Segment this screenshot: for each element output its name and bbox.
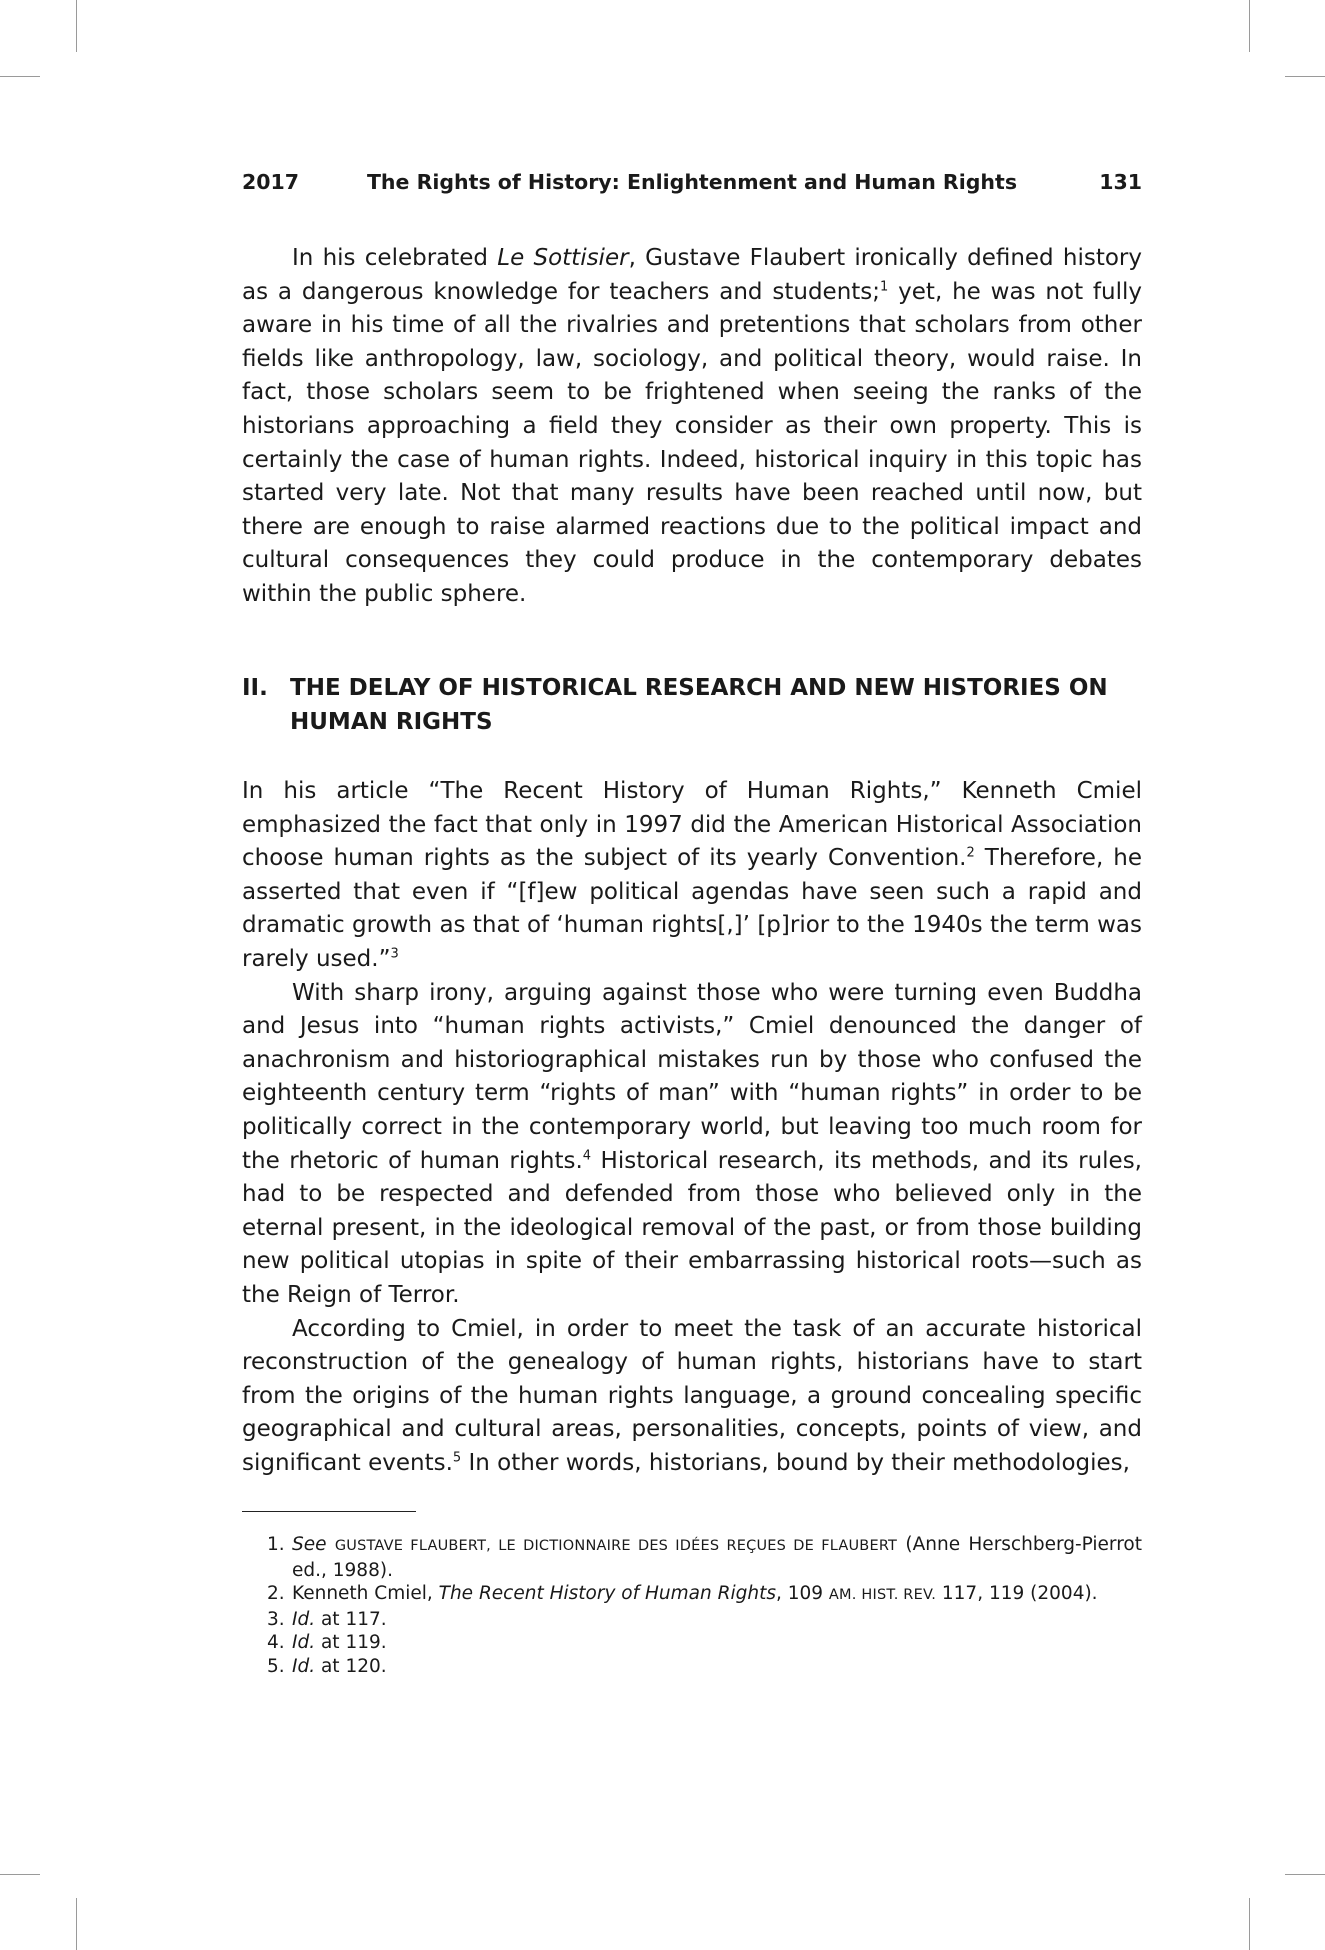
header-year: 2017 bbox=[242, 170, 300, 194]
intro-body bbox=[242, 242, 1142, 612]
crop-mark bbox=[76, 1898, 77, 1950]
small-caps-citation: GUSTAVE FLAUBERT, LE DICTIONNAIRE DES IDÉES REÇUES DE FLAUBERT bbox=[334, 1538, 898, 1554]
footnote-divider bbox=[242, 1511, 416, 1512]
section-heading bbox=[242, 671, 1142, 739]
section-number: II. bbox=[242, 675, 268, 701]
crop-mark bbox=[0, 1874, 40, 1875]
footnote-ref[interactable]: 3 bbox=[390, 946, 399, 962]
footnote-ref[interactable]: 5 bbox=[452, 1450, 462, 1466]
crop-mark bbox=[76, 0, 77, 52]
footnote-1: 1. See GUSTAVE FLAUBERT, LE DICTIONNAIRE DES IDÉES REÇUES DE FLAUBERT (Anne Herschberg-Pierrot ed., 1988). bbox=[267, 1534, 1142, 1581]
section-title: THE DELAY OF HISTORICAL RESEARCH AND NEW HISTORIES ON HUMAN RIGHTS bbox=[290, 675, 1108, 735]
paragraph: According to Cmiel, in order to meet the task of an accurate historical reconstruction of the genealogy of human rights, historians have to start from the origins of the human rights language, a ground concealing specific geographical and cultural areas, personalities, concepts, points of view, and significant events.$^5$ In other words, historians, bound by their methodologies, bbox=[242, 1315, 1142, 1476]
crop-mark bbox=[1249, 1898, 1250, 1950]
italic-title: Le Sottisier bbox=[497, 245, 629, 271]
footnotes bbox=[242, 1533, 1142, 1679]
page-number: 131 bbox=[1099, 170, 1142, 194]
footnote-ref[interactable]: 1 bbox=[880, 278, 889, 294]
footnote-ref[interactable]: 2 bbox=[966, 845, 975, 861]
footnote-ref[interactable]: 4 bbox=[582, 1147, 592, 1163]
crop-mark bbox=[1285, 76, 1325, 77]
paragraph: With sharp irony, arguing against those who were turning even Buddha and Jesus into “human rights activists,” Cmiel denounced the danger of anachronism and historiographical mistakes run by those who confused the eighteenth century term “rights of man” with “human rights” in order to be politically correct in the contemporary world, but leaving too much room for the rhetoric of human rights.$^4$ Historical research, its methods, and its rules, had to be respected and defended from those who believed only in the eternal present, in the ideological removal of the past, or from those building new political utopias in spite of their embarrassing historical roots—such as the Reign of Terror. bbox=[242, 979, 1142, 1308]
footnote-5: 5. Id. at 120. bbox=[267, 1655, 387, 1677]
footnote-2: 2. Kenneth Cmiel, The Recent History of Human Rights, 109 AM. HIST. REV. 117, 119 (2004). bbox=[267, 1583, 1098, 1605]
section-body bbox=[242, 775, 1142, 1480]
footnote-3: 3. Id. at 117. bbox=[267, 1608, 387, 1630]
crop-mark bbox=[0, 76, 40, 77]
crop-mark bbox=[1285, 1874, 1325, 1875]
footnote-4: 4. Id. at 119. bbox=[267, 1632, 387, 1654]
running-title: The Rights of History: Enlightenment and Human Rights bbox=[366, 170, 1018, 194]
paragraph: In his article “The Recent History of Human Rights,” Kenneth Cmiel emphasized the fact that only in 1997 did the American Historical Association choose human rights as the subject of its yearly Convention.$^2$ Therefore, he asserted that even if “[f]ew political agendas have seen such a rapid and dramatic growth as that of ‘human rights[,]’ [p]rior to the 1940s the term was rarely used.”$^3$ bbox=[242, 778, 1143, 972]
crop-mark bbox=[1249, 0, 1250, 52]
running-header bbox=[242, 170, 1142, 200]
paragraph: In his celebrated Le Sottisier, Gustave Flaubert ironically defined history as a dangerous knowledge for teachers and students;$^1$ yet, he was not fully aware in his time of all the rivalries and pretentions that scholars from other fields like anthropology, law, sociology, and political theory, would raise. In fact, those scholars seem to be frightened when seeing the ranks of the historians approaching a field they consider as their own property. This is certainly the case of human rights. Indeed, historical inquiry in this topic has started very late. Not that many results have been reached until now, but there are enough to raise alarmed reactions due to the political impact and cultural consequences they could produce in the contemporary debates within the public sphere. bbox=[242, 245, 1143, 607]
